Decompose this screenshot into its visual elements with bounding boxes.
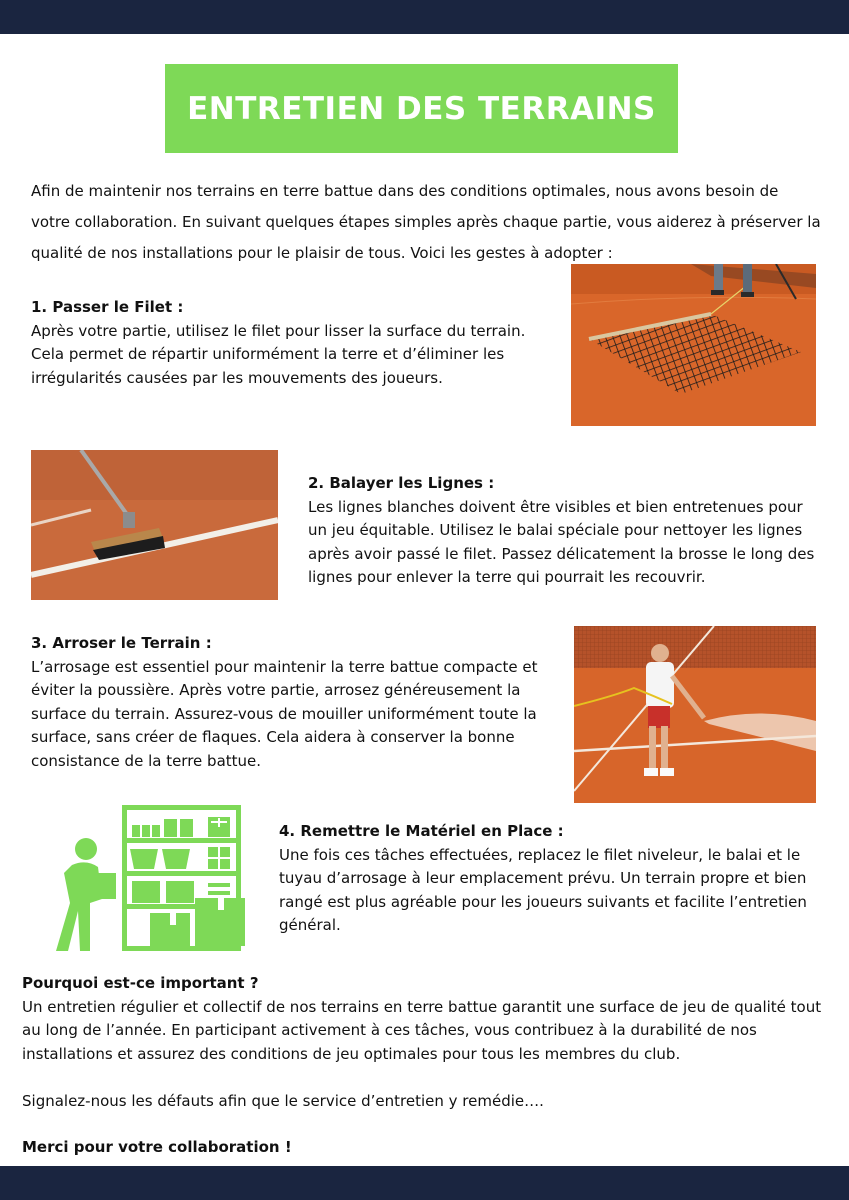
signal-text: Signalez-nous les défauts afin que le service d’entretien y remédie…. (22, 1092, 544, 1110)
section-3 (31, 632, 551, 773)
top-bar (0, 0, 849, 34)
section-1-title: 1. Passer le Filet : (31, 298, 184, 316)
why-body: Un entretien régulier et collectif de nos terrains en terre battue garantit une surface de jeu de qualité tout au long de l’année. En participant activement à ces tâches, vous contribuez à la durabilité de nos installations et assurez des conditions de jeu optimales pour tous les membres du club. (22, 997, 822, 1063)
section-2 (308, 472, 818, 590)
section-1 (31, 296, 551, 390)
storage-icon (50, 803, 250, 953)
section-3-body: L’arrosage est essentiel pour maintenir la terre battue compacte et éviter la poussière. Après votre partie, arrosez généreusement la surface du terrain. Assurez-vous de mouiller uniformément toute la surface, sans créer de flaques. Cela aidera à conserver la bonne consistance de la terre battue. (31, 657, 538, 770)
section-4-title: 4. Remettre le Matériel en Place : (279, 822, 564, 840)
bottom-bar (0, 1166, 849, 1200)
net-drag-photo (571, 264, 816, 426)
watering-photo (574, 626, 816, 803)
section-3-title: 3. Arroser le Terrain : (31, 634, 212, 652)
why-title: Pourquoi est-ce important ? (22, 974, 259, 992)
why-section (22, 972, 822, 1066)
page-title: ENTRETIEN DES TERRAINS (165, 64, 678, 153)
thanks-text: Merci pour votre collaboration ! (22, 1138, 292, 1156)
section-4-body: Une fois ces tâches effectuées, replacez le filet niveleur, le balai et le tuyau d’arrosage à leur emplacement prévu. Un terrain propre et bien rangé est plus agréable pour les joueurs suivants et facilite l’entretien général. (279, 845, 807, 934)
section-2-title: 2. Balayer les Lignes : (308, 474, 495, 492)
section-1-body: Après votre partie, utilisez le filet pour lisser la surface du terrain. Cela permet de répartir uniformément la terre et d’éliminer les irrégularités causées par les mouvements des joueurs. (31, 321, 526, 387)
intro-text: Afin de maintenir nos terrains en terre battue dans des conditions optimales, nous avons besoin de votre collaboration. En suivant quelques étapes simples après chaque partie, vous aiderez à préserver la qualité de nos installations pour le plaisir de tous. Voici les gestes à adopter : (31, 182, 821, 262)
section-2-body: Les lignes blanches doivent être visibles et bien entretenues pour un jeu équitable. Utilisez le balai spéciale pour nettoyer les lignes après avoir passé le filet. Passez délicatement la brosse le long des lignes pour enlever la terre qui pourrait les recouvrir. (308, 497, 815, 586)
section-4 (279, 820, 809, 938)
line-broom-photo (31, 450, 278, 600)
